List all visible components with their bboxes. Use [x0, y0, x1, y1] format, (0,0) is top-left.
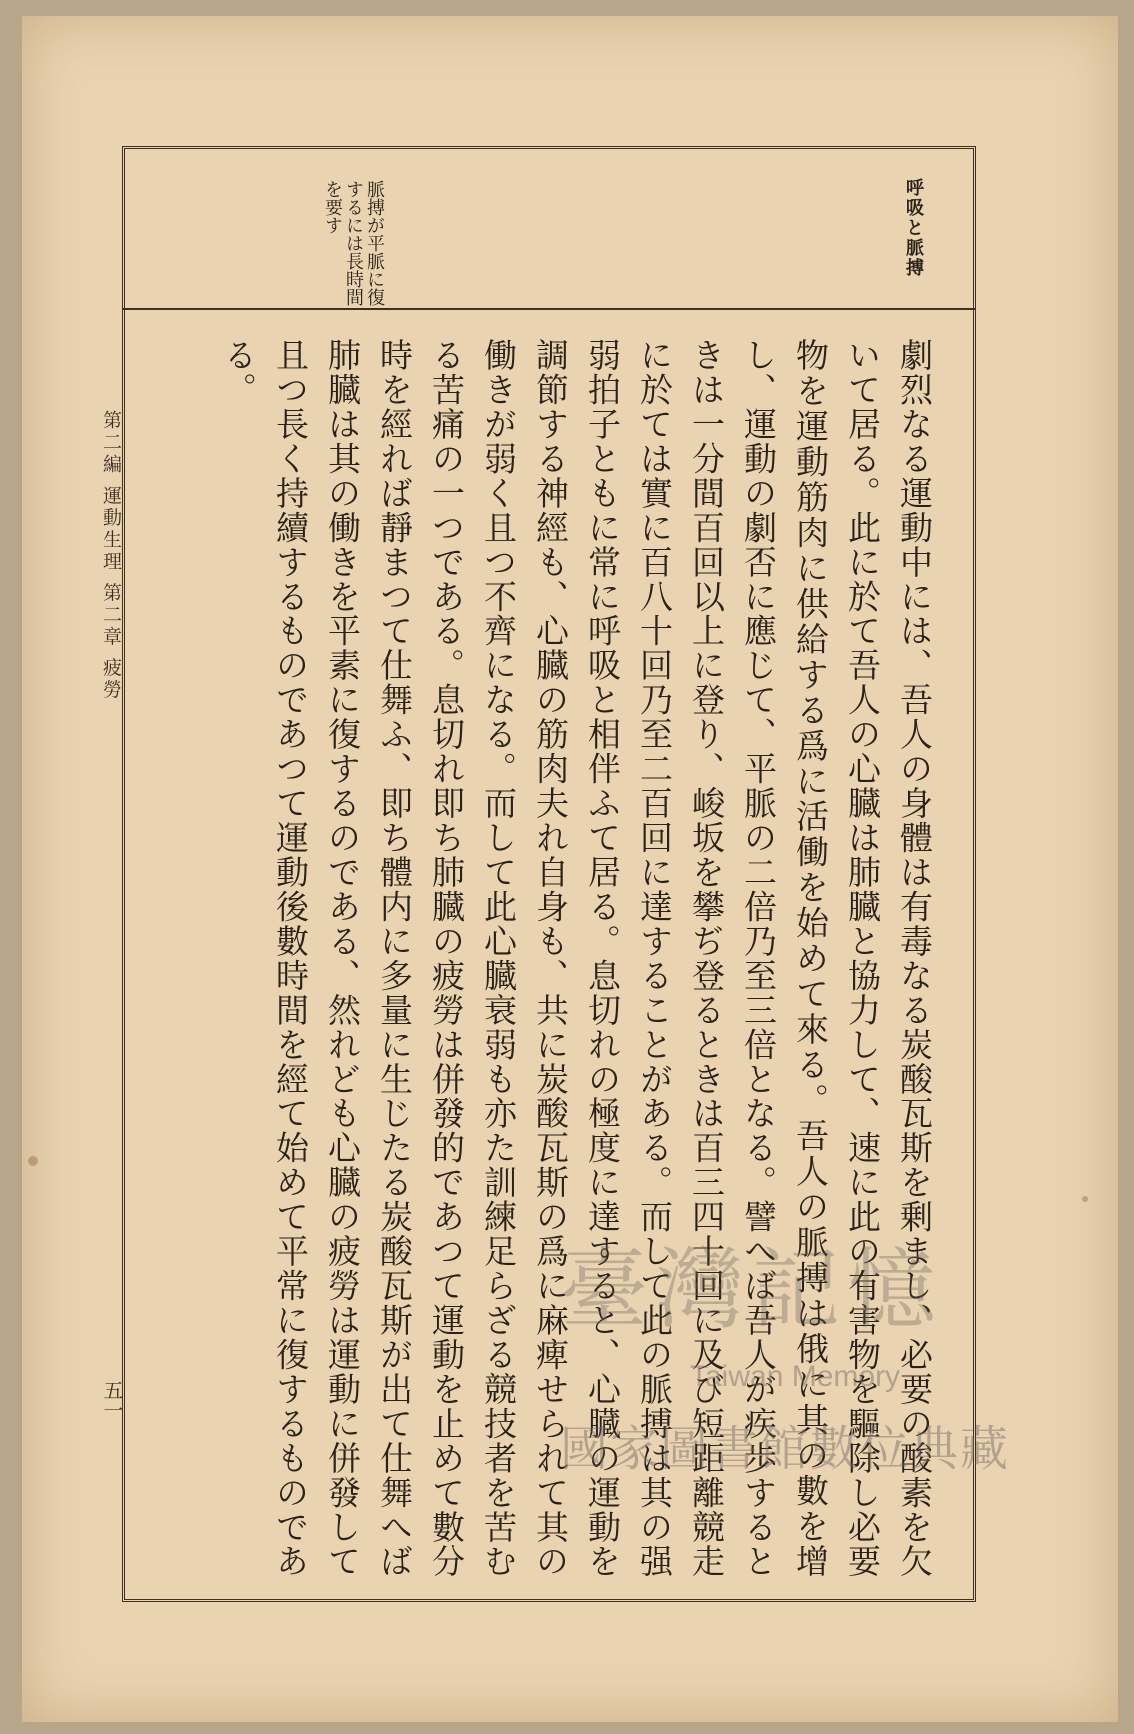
body-text: 劇烈なる運動中には、吾人の身體は有毒なる炭酸瓦斯を剰まし、必要の酸素を欠いて居る。此に於て吾人の心臓は肺臓と協力して、速に此の有害物を驅除し必要物を運動筋肉に供給する爲に活働を始めて來る。吾人の脈搏は俄に其の數を增し、運動の劇否に應じて、平脈の二倍乃至三倍となる。譬へば吾人が疾歩するときは一分間百回以上に登り、峻坂を攀ぢ登るときは百三四十回に及び短距離競走に於ては實に百八十回乃至二百回に達することがある。而して此の脈搏は其の强弱拍子ともに常に呼吸と相伴ふて居る。息切れの極度に達すると、心臓の運動を調節する神經も、心臓の筋肉夫れ自身も、共に炭酸瓦斯の爲に麻痺せられて其の働きが弱く且つ不齊になる。而して此心臓衰弱も亦た訓練足らざる競技者を苦むる苦痛の一つである。息切れ即ち肺臓の疲勞は併發的であつて運動を止めて數分時を經れば靜まつて仕舞ふ、即ち體内に多量に生じたる炭酸瓦斯が出て仕舞へば肺臓は其の働きを平素に復するのである、然れども心臓の疲勞は運動に併發して且つ長く持續するものであつて運動後數時間を經て始めて平常に復するものである。 [219, 338, 934, 1578]
page-number: 五一 [100, 1380, 124, 1420]
watermark-english: Taiwan Memory [690, 1360, 901, 1393]
header-divider [122, 308, 976, 310]
section-label: 第二編 運動生理 第二章 疲勞 [100, 410, 122, 702]
margin-note: 脈搏が平脈に復するには長時間を要す [322, 180, 385, 306]
foxing-spot [1082, 1196, 1088, 1202]
foxing-spot [28, 1156, 38, 1166]
running-head-title: 呼吸と脈搏 [903, 178, 924, 278]
watermark-seal: 臺灣記憶 [560, 1238, 945, 1341]
watermark-chinese: 國家圖書館數位典藏 [560, 1421, 1011, 1477]
